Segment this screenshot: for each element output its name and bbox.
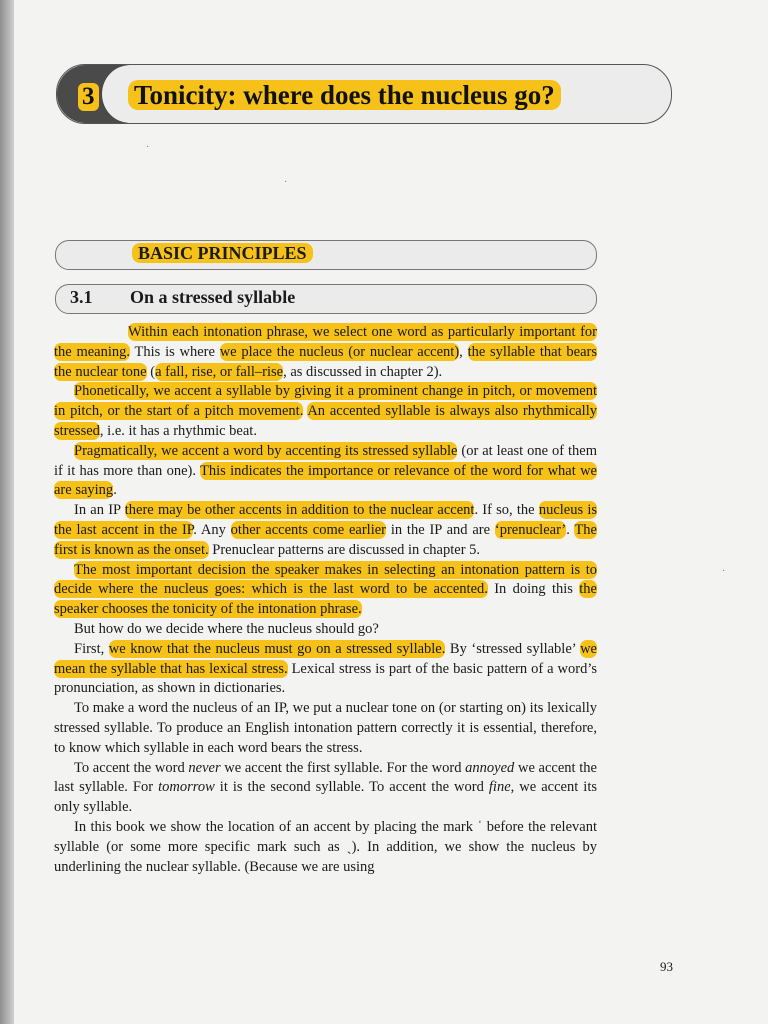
chapter-title — [128, 80, 561, 111]
highlight: An accented syllable is always also rhythmically stressed — [54, 403, 597, 439]
highlight: a fall, rise, or fall–rise — [155, 363, 284, 380]
section-heading-text: BASIC PRINCIPLES — [132, 243, 313, 263]
highlight: This indicates the importance or relevance of the word for what we are saying — [54, 462, 597, 499]
highlight: The most important decision the speaker makes in selecting an intonation pattern is to decide where the nucleus goes: which is the last word to be accented. — [54, 561, 597, 598]
highlight: there may be other accents in addition to the nuclear accent — [124, 502, 475, 519]
highlight: the speaker chooses the tonicity of the intonation phrase. — [54, 581, 597, 618]
page-number: 93 — [660, 959, 673, 974]
paragraph: Phonetically, we accent a syllable by giving it a prominent change in pitch, or movement in pitch, or the start of a pitch movement. An accented syllable is always also rhythmically stressed, i.e. it has a rhythmic beat. — [54, 383, 597, 439]
highlight: we mean the syllable that has lexical stress. — [54, 640, 597, 677]
highlight: ‘prenuclear’ — [494, 521, 567, 538]
paragraph: Within each intonation phrase, we select one word as particularly important for the meaning. This is where we place the nucleus (or nuclear accent), the syllable that bears the nuclear tone (a fall, rise, or fall–rise, as discussed in chapter 2). — [54, 324, 597, 380]
paragraph: To make a word the nucleus of an IP, we put a nuclear tone on (or starting on) its lexically stressed syllable. To produce an English intonation pattern correctly it is essential, therefore, to know which syllable in each word bears the stress. — [54, 700, 597, 756]
highlight: The first is known as the onset. — [54, 521, 597, 558]
scan-speck: · — [146, 142, 150, 153]
highlight: Phonetically, we accent a syllable by giving it a prominent change in pitch, or movement in pitch, or the start of a pitch movement. — [54, 383, 597, 420]
highlight: other accents come earlier — [230, 521, 386, 538]
paragraph: The most important decision the speaker makes in selecting an intonation pattern is to decide where the nucleus goes: which is the last word to be accented. In doing this the speaker chooses the tonicity of the intonation phrase. — [54, 561, 597, 618]
paragraph: To accent the word never we accent the first syllable. For the word annoyed we accent the last syllable. For tomorrow it is the second syllable. To accent the word fine, we accent its only syllable. — [54, 759, 597, 816]
scan-speck: · — [284, 177, 288, 188]
paragraph: First, we know that the nucleus must go on a stressed syllable. By ‘stressed syllable’ we mean the syllable that has lexical stress. Lexical stress is part of the basic pattern of a word’s pronunciation, as shown in dictionaries. — [54, 640, 597, 697]
highlight: Pragmatically, we accent a word by accenting its stressed syllable — [74, 442, 458, 459]
highlight: we know that the nucleus must go on a stressed syllable. — [108, 640, 446, 657]
body-text — [54, 323, 597, 877]
chapter-title-text: Tonicity: where does the nucleus go? — [128, 80, 561, 110]
chapter-number: 3 — [78, 83, 99, 111]
section-heading — [132, 243, 313, 264]
scan-speck: · — [722, 566, 726, 577]
paragraph: In an IP there may be other accents in addition to the nuclear accent. If so, the nucleus is the last accent in the IP. Any other accents come earlier in the IP and are ‘prenuclear’. The first is known as the onset. Prenuclear patterns are discussed in chapter 5. — [54, 502, 598, 558]
highlight: the syllable that bears the nuclear tone — [54, 343, 597, 380]
paragraph: In this book we show the location of an accent by placing the mark ˈ before the relevant syllable (or some more specific mark such as ˎ). In addition, we show the nucleus by underlining the nuclear syllable. (Because we are using — [54, 818, 597, 875]
paragraph: But how do we decide where the nucleus should go? — [74, 620, 379, 637]
highlight: Within each intonation phrase, we select one word as particularly important for the meaning. — [54, 324, 597, 360]
highlight: we place the nucleus (or nuclear accent) — [219, 343, 460, 360]
highlight: nucleus is the last accent in the IP — [54, 502, 598, 538]
paragraph: Pragmatically, we accent a word by accenting its stressed syllable (or at least one of them if it has more than one). This indicates the importance or relevance of the word for what we are saying. — [54, 442, 597, 499]
subsection-title: On a stressed syllable — [130, 287, 296, 307]
subsection-number: 3.1 — [70, 287, 93, 307]
page-gutter — [0, 0, 14, 1024]
